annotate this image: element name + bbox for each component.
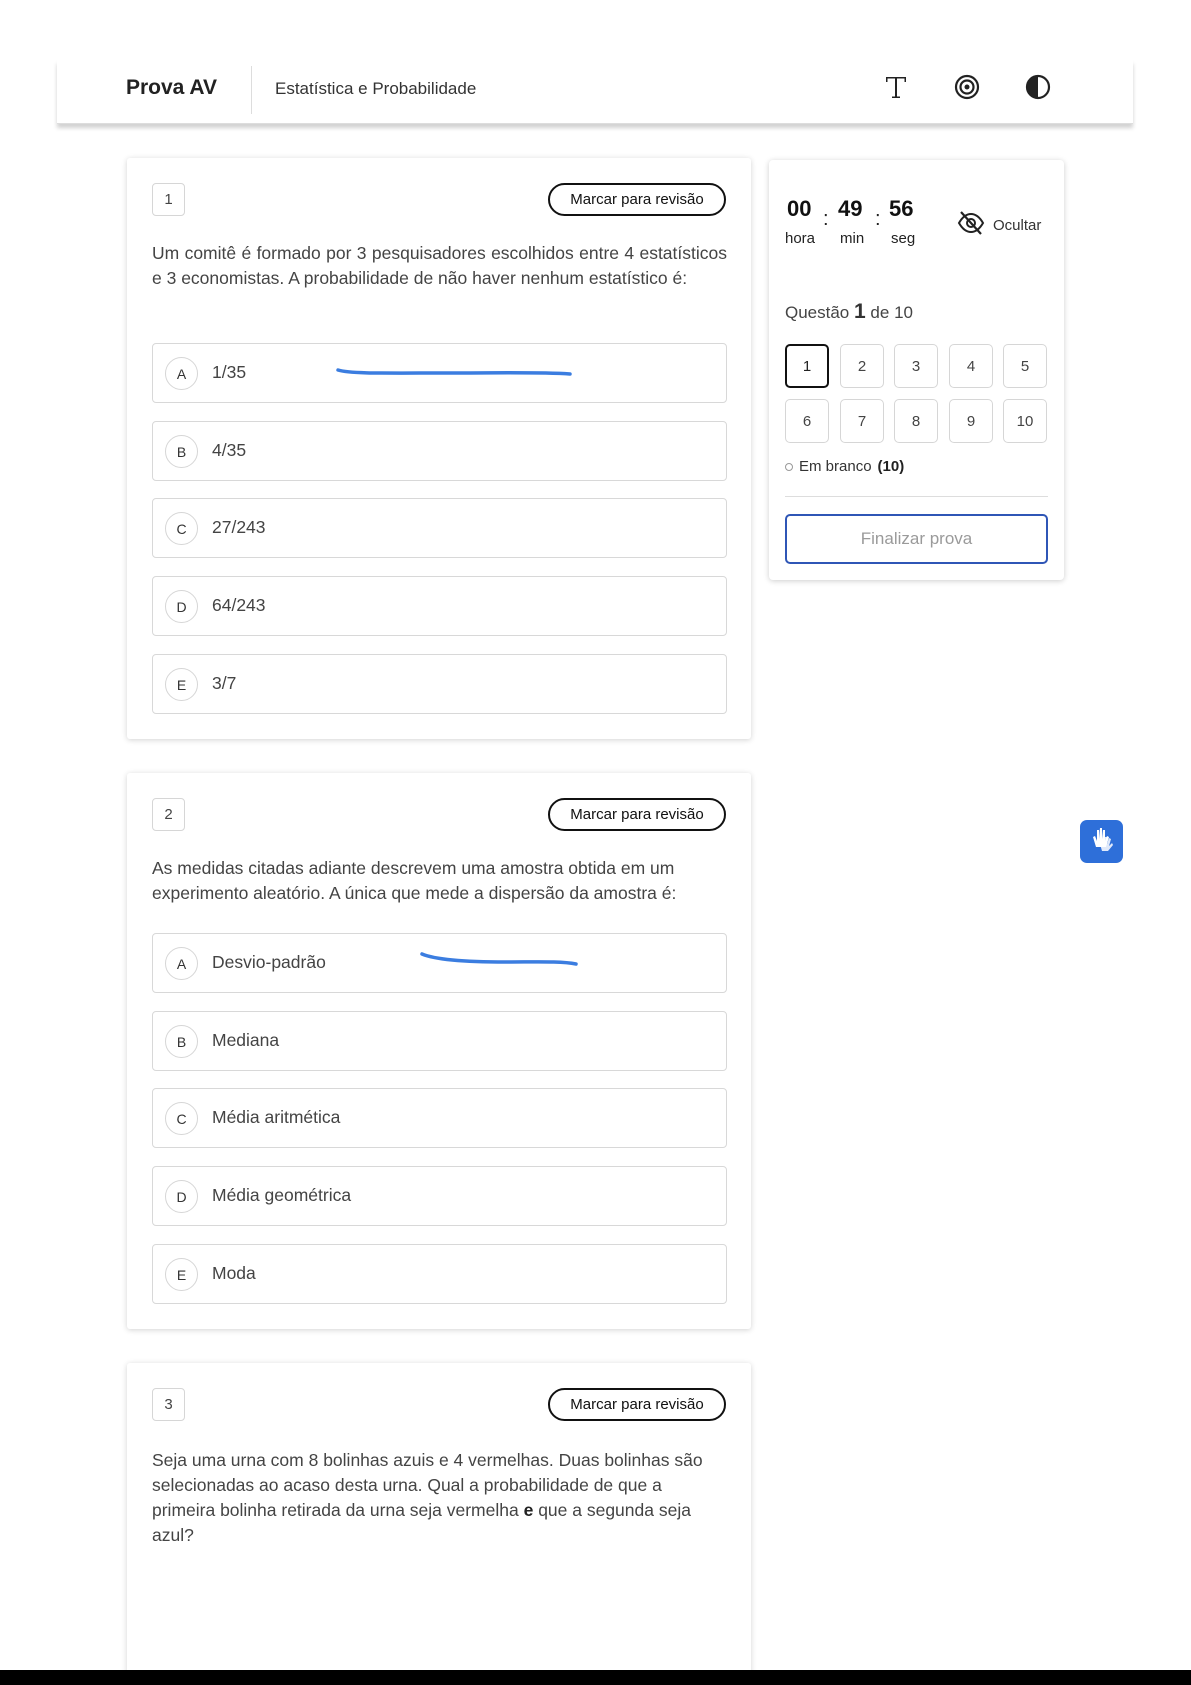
timer-separator: : [823, 208, 829, 230]
option-text: 64/243 [212, 595, 266, 615]
question-text-bold: e [523, 1500, 534, 1520]
font-size-icon[interactable] [881, 72, 911, 102]
option-a[interactable] [152, 343, 727, 403]
nav-question-2[interactable]: 2 [840, 344, 884, 388]
brand-title: Prova AV [126, 76, 218, 99]
question-text [152, 1448, 727, 1548]
option-text: 4/35 [212, 440, 247, 460]
option-letter: C [165, 512, 198, 545]
counter-total: 10 [894, 303, 913, 322]
option-d[interactable] [152, 576, 727, 636]
timer-seconds: 56 [889, 196, 914, 221]
option-text: Média aritmética [212, 1107, 341, 1127]
question-number: 2 [152, 798, 185, 831]
option-b[interactable] [152, 421, 727, 481]
header-divider [251, 66, 252, 114]
question-text: Um comitê é formado por 3 pesquisadores escolhidos entre 4 estatísticos e 3 economistas. A probabilidade de não haver nenhum estatístico é: [152, 243, 727, 288]
hide-label: Ocultar [993, 216, 1042, 234]
nav-question-5[interactable]: 5 [1003, 344, 1047, 388]
option-text: 3/7 [212, 673, 237, 693]
nav-question-8[interactable]: 8 [894, 399, 938, 443]
option-e[interactable] [152, 1244, 727, 1304]
option-b[interactable] [152, 1011, 727, 1071]
question-card-2 [127, 773, 751, 1329]
question-counter [785, 300, 913, 324]
nav-question-9[interactable]: 9 [949, 399, 993, 443]
nav-question-3[interactable]: 3 [894, 344, 938, 388]
option-letter: E [165, 668, 198, 701]
option-letter: E [165, 1258, 198, 1291]
finish-exam-button[interactable]: Finalizar prova [785, 514, 1048, 564]
mark-review-button[interactable]: Marcar para revisão [548, 798, 726, 831]
timer-seconds-label: seg [891, 230, 916, 247]
counter-current: 1 [854, 300, 866, 323]
question-text: As medidas citadas adiante descrevem uma amostra obtida em um experimento aleatório. A única que mede a dispersão da amostra é: [152, 858, 677, 903]
nav-question-10[interactable]: 10 [1003, 399, 1047, 443]
panel-divider [785, 496, 1048, 497]
top-header [57, 60, 1133, 124]
question-text-part: Seja uma urna com 8 bolinhas azuis e 4 vermelhas. Duas bolinhas são selecionadas ao acaso desta urna. Qual a probabilidade de que a primeira bolinha retirada da urna seja vermelha [152, 1450, 703, 1520]
nav-question-7[interactable]: 7 [840, 399, 884, 443]
blank-dot-icon [785, 463, 793, 471]
question-number: 3 [152, 1388, 185, 1421]
timer-minutes: 49 [838, 196, 863, 221]
option-letter: B [165, 435, 198, 468]
mark-review-button[interactable]: Marcar para revisão [548, 1388, 726, 1421]
legend-count: (10) [877, 458, 905, 475]
option-letter: A [165, 357, 198, 390]
question-card-3 [127, 1363, 751, 1683]
nav-question-6[interactable]: 6 [785, 399, 829, 443]
option-d[interactable] [152, 1166, 727, 1226]
timer-minutes-label: min [840, 230, 865, 247]
blank-legend [785, 458, 904, 475]
subject-title: Estatística e Probabilidade [275, 79, 477, 98]
legend-label: Em branco [799, 458, 872, 475]
timer-hours: 00 [787, 196, 812, 221]
exam-side-panel [769, 160, 1064, 580]
option-text: 1/35 [212, 362, 247, 382]
hide-timer-button[interactable] [957, 210, 1041, 240]
option-text: Média geométrica [212, 1185, 352, 1205]
option-text: Desvio-padrão [212, 952, 326, 972]
option-c[interactable] [152, 498, 727, 558]
contrast-icon[interactable] [1023, 72, 1053, 102]
option-text: 27/243 [212, 517, 266, 537]
eye-off-icon [957, 210, 985, 240]
option-c[interactable] [152, 1088, 727, 1148]
question-text-part: que a segunda seja azul? [152, 1500, 691, 1545]
timer-separator: : [875, 208, 881, 230]
option-letter: A [165, 947, 198, 980]
timer-hours-label: hora [785, 230, 816, 247]
bottom-bar [0, 1670, 1191, 1685]
option-e[interactable] [152, 654, 727, 714]
counter-prefix: Questão [785, 303, 850, 322]
option-a[interactable] [152, 933, 727, 993]
option-letter: D [165, 1180, 198, 1213]
sign-language-button[interactable] [1080, 820, 1123, 863]
option-letter: D [165, 590, 198, 623]
nav-question-1[interactable]: 1 [785, 344, 829, 388]
sign-language-icon [1088, 825, 1116, 858]
option-text: Mediana [212, 1030, 280, 1050]
question-number: 1 [152, 183, 185, 216]
mark-review-button[interactable]: Marcar para revisão [548, 183, 726, 216]
nav-question-4[interactable]: 4 [949, 344, 993, 388]
option-letter: B [165, 1025, 198, 1058]
option-text: Moda [212, 1263, 256, 1283]
option-letter: C [165, 1102, 198, 1135]
counter-middle: de [870, 303, 890, 322]
question-card-1 [127, 158, 751, 739]
target-icon[interactable] [952, 72, 982, 102]
